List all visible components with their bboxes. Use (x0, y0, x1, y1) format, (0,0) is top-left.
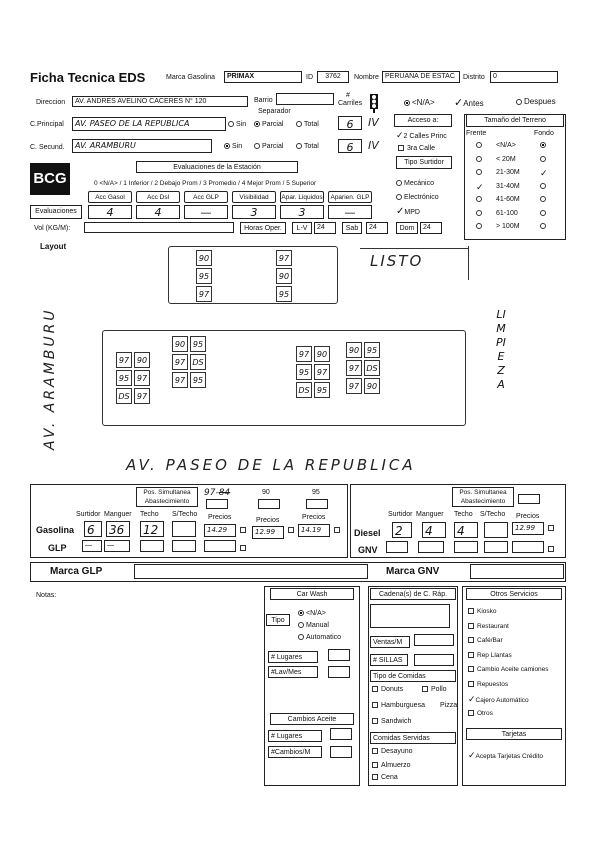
surtidor-electronico[interactable]: Electrónico (396, 194, 439, 201)
carwash-lav-field[interactable] (328, 666, 350, 678)
cadena-pizza[interactable]: Pizza (440, 702, 458, 709)
carriles-hash: # (346, 92, 350, 99)
gas-precios-label-3: Precios (302, 514, 326, 521)
terreno-frente-radio[interactable] (476, 142, 484, 149)
diesel-techo-label: Techo (454, 511, 473, 518)
otros-item-2[interactable]: Café/Bar (468, 637, 503, 644)
terreno-option-label: > 100M (496, 223, 520, 230)
principal-sep-parcial[interactable]: Parcial (254, 121, 283, 128)
diesel-precio-field[interactable]: 12.99 (512, 522, 544, 535)
separador-label: Separador (258, 108, 291, 115)
sketch-island2-cell: 97 (172, 354, 188, 370)
diesel-surtidor-label: Surtidor (388, 511, 413, 518)
sketch-top-left-cell: 95 (196, 268, 212, 284)
eval-value-5[interactable]: — (328, 205, 372, 219)
acceso-3racalle[interactable]: 3ra Calle (398, 145, 435, 152)
otros-item-4[interactable]: Cambio Aceite camiones (468, 666, 549, 673)
terreno-frente-radio[interactable] (476, 156, 484, 163)
cambios-lugares-field[interactable] (330, 728, 352, 740)
terreno-frente-label: Frente (466, 130, 487, 137)
principal-field[interactable]: AV. PASEO DE LA REPUBLICA (72, 117, 226, 131)
sab-label: Sab (342, 222, 362, 234)
otros-item-0[interactable]: Kiosko (468, 608, 497, 615)
sketch-island3-cell: 90 (314, 346, 330, 362)
diesel-manguer-label: Manguer (416, 511, 444, 518)
dom-label: Dom (396, 222, 418, 234)
gas-precio-90-check[interactable] (288, 527, 297, 534)
marca-field[interactable]: PRIMAX (224, 71, 302, 83)
volumen-label: Vol (KG/M): (34, 225, 71, 232)
sketch-island2-cell: 90 (172, 336, 188, 352)
marca-glp-label: Marca GLP (50, 566, 103, 577)
carriles-label: Carriles (338, 100, 363, 107)
gas-surtidor-field[interactable]: 6 (84, 521, 102, 537)
gas-techo-label: Techo (140, 511, 159, 518)
gas-precios-label-2: Precios (256, 517, 280, 524)
carwash-na[interactable]: <N/A> (298, 610, 326, 617)
gnv-precio-check[interactable] (548, 546, 557, 553)
terreno-option-label: 61-100 (496, 209, 518, 217)
distrito-field[interactable]: 0 (490, 71, 558, 83)
carriles-secund-field[interactable]: 6 (338, 139, 362, 153)
sketch-island4-cell: 90 (346, 342, 362, 358)
direccion-field[interactable]: AV. ANDRES AVELINO CACERES N° 120 (72, 96, 248, 107)
gas-precio-95-check[interactable] (334, 527, 343, 534)
carwash-tipo-label: Tipo (266, 614, 290, 626)
sketch-street-bottom: AV. PASEO DE LA REPUBLICA (126, 456, 416, 474)
sketch-island3-cell: 97 (296, 346, 312, 362)
cadena-hamburguesa[interactable]: Hamburguesa (372, 702, 425, 709)
surtidor-title: Tipo Surtidor (396, 156, 452, 169)
glp-label: GLP (48, 543, 67, 553)
sketch-island2-cell: DS (190, 354, 206, 370)
gas-surtidor-label: Surtidor (76, 511, 101, 518)
gnv-surtidor-field[interactable] (386, 541, 408, 553)
terreno-fondo-radio[interactable] (540, 142, 548, 149)
gasolina-label: Gasolina (36, 525, 75, 535)
eval-value-4[interactable]: 3 (280, 205, 324, 219)
cambios-lugares-label: # Lugares (268, 730, 322, 742)
bcg-logo: BCG (30, 163, 70, 195)
sketch-island3-cell: 97 (314, 364, 330, 380)
diesel-pos-label: Pos. Simultanea Abastecimiento (452, 487, 514, 507)
terreno-frente-radio[interactable] (476, 196, 484, 203)
gas-grade-95: 95 (312, 489, 320, 496)
sketch-top-right-cell: 95 (276, 286, 292, 302)
diesel-pos-field[interactable] (518, 494, 540, 504)
lv-field[interactable]: 24 (314, 222, 336, 234)
otros-item-7[interactable]: Otros (468, 710, 493, 717)
sketch-top-box (168, 246, 338, 304)
gnv-manguer-field[interactable] (418, 541, 444, 553)
terreno-fondo-label: Fondo (534, 130, 554, 137)
sketch-island1-cell: 90 (134, 352, 150, 368)
sketch-street-left: AV. ARAMBURU (42, 307, 58, 450)
gnv-precio-field[interactable] (512, 541, 544, 553)
sketch-island3-cell: 95 (296, 364, 312, 380)
otros-item-6[interactable]: ✓Cajero Automático (468, 695, 529, 705)
sketch-top-right-cell: 97 (276, 250, 292, 266)
cadena-title: Cadena(s) de C. Ráp. (370, 588, 456, 600)
terreno-option-label: 41-60M (496, 196, 520, 203)
terreno-option-label: < 20M (496, 155, 516, 163)
carwash-manual[interactable]: Manual (298, 622, 329, 629)
terreno-frente-radio[interactable]: ✓ (476, 182, 484, 193)
diesel-stecho-label: S/Techo (480, 511, 506, 518)
carriles-principal-mark: IV (368, 116, 379, 129)
otros-item-3[interactable]: Rep Llantas (468, 652, 512, 659)
nombre-label: Nombre (354, 74, 379, 81)
eval-category-3: Visibilidad (232, 191, 276, 203)
eval-value-1[interactable]: 4 (136, 205, 180, 219)
carwash-automatico[interactable]: Automatico (298, 634, 341, 641)
gas-grade-90: 90 (262, 489, 270, 496)
glp-stecho-field[interactable] (172, 540, 196, 552)
eval-row-label: Evaluaciones (30, 205, 82, 219)
secund-field[interactable]: AV. ARAMBURU (72, 139, 212, 153)
sketch-divider (468, 246, 469, 280)
marca-label: Marca Gasolina (166, 74, 216, 81)
cambios-title: Cambios Aceite (270, 713, 354, 725)
sketch-island4-cell: 97 (346, 378, 362, 394)
cadena-sandwich[interactable]: Sandwich (372, 718, 411, 725)
cambios-cambios-field[interactable] (330, 746, 352, 758)
gnv-label: GNV (358, 545, 378, 555)
sketch-island2-cell: 95 (190, 336, 206, 352)
gas-pos-95[interactable] (306, 499, 328, 509)
cadena-field[interactable] (370, 604, 450, 628)
gas-precios-label-1: Precios (208, 514, 232, 521)
timing-despues-radio[interactable]: Despues (516, 97, 556, 106)
terreno-frente-radio[interactable] (476, 169, 484, 176)
sketch-street-right: LIMPIEZA (496, 308, 506, 391)
diesel-label: Diesel (354, 528, 381, 538)
direccion-label: Direccion (36, 99, 66, 106)
sketch-island2-cell: 95 (190, 372, 206, 388)
carwash-lugares-field[interactable] (328, 649, 350, 661)
sketch-listo: LISTO (370, 252, 424, 270)
sketch-island3-cell: 95 (314, 382, 330, 398)
notas-label: Notas: (36, 592, 57, 599)
eval-category-0: Acc Gasol (88, 191, 132, 203)
glp-precio-check[interactable] (240, 545, 249, 552)
sketch-top-line (360, 248, 468, 249)
glp-precio-field[interactable] (204, 540, 236, 552)
sketch-island1-cell: 97 (134, 388, 150, 404)
gas-manguer-label: Manguer (104, 511, 132, 518)
terreno-fondo-radio[interactable]: ✓ (540, 169, 548, 179)
cadena-comidas-servidas: Comidas Servidas (370, 732, 456, 744)
principal-sep-total[interactable]: Total (296, 121, 319, 128)
principal-label: C.Principal (30, 121, 64, 128)
diesel-precios-label: Precios (516, 513, 540, 520)
diesel-techo-field[interactable]: 4 (454, 522, 478, 538)
gas-techo-field[interactable]: 12 (140, 521, 164, 537)
eval-value-3[interactable]: 3 (232, 205, 276, 219)
sab-field[interactable]: 24 (366, 222, 388, 234)
carwash-lugares-label: # Lugares (268, 651, 318, 663)
acceso-title: Acceso a: (394, 114, 452, 127)
terreno-option-label: 21-30M (496, 169, 520, 176)
timing-antes-radio[interactable]: ✓Antes (454, 96, 484, 109)
secund-sep-parcial[interactable]: Parcial (254, 143, 283, 150)
sketch-top-left-cell: 97 (196, 286, 212, 302)
eval-title: Evaluaciones de la Estación (136, 161, 298, 173)
eval-scale: 0 <N/A> / 1 Inferior / 2 Debajo Prom / 3 Promedio / 4 Mejor Prom / 5 Superior (94, 180, 317, 187)
gas-precio-97-field[interactable]: 14.29 (204, 524, 236, 537)
marca-gnv-field[interactable] (470, 564, 564, 579)
cadena-tipo-comidas: Tipo de Comidas (370, 670, 456, 682)
sketch-main-box (102, 330, 466, 426)
page-title: Ficha Tecnica EDS (30, 70, 146, 85)
principal-sep-sin[interactable]: Sin (228, 121, 246, 128)
otros-item-1[interactable]: Restaurant (468, 623, 509, 630)
terreno-fondo-radio[interactable] (540, 223, 548, 230)
carriles-principal-field[interactable]: 6 (338, 116, 362, 130)
cadena-cena[interactable]: Cena (372, 774, 398, 781)
cambios-cambios-label: #Cambios/M (268, 746, 322, 758)
volumen-field[interactable] (84, 222, 234, 233)
diesel-surtidor-field[interactable]: 2 (392, 522, 412, 538)
eval-category-4: Apar. Liquidos (280, 191, 324, 203)
id-label: ID (306, 74, 313, 81)
lv-label: L-V (292, 222, 312, 234)
nombre-field[interactable]: PERUANA DE ESTAC (382, 71, 460, 83)
cadena-ventas-label: Ventas/M (370, 636, 410, 648)
horas-label: Horas Oper. (240, 222, 286, 234)
eval-value-2[interactable]: — (184, 205, 228, 219)
marca-glp-field[interactable] (134, 564, 368, 579)
cadena-ventas-field[interactable] (414, 634, 454, 646)
sketch-island1-cell: 97 (134, 370, 150, 386)
surtidor-mpd[interactable]: ✓MPD (396, 206, 420, 217)
gas-stecho-field[interactable] (172, 521, 196, 537)
terreno-fondo-radio[interactable] (540, 183, 548, 190)
sketch-island3-cell: DS (296, 382, 312, 398)
sketch-island4-cell: 97 (346, 360, 362, 376)
traffic-light-icon (368, 93, 380, 113)
gas-grade-97-84: 97-84 (204, 488, 231, 498)
otros-title: Otros Servicios (466, 588, 562, 600)
cadena-donuts[interactable]: Donuts (372, 686, 403, 693)
terreno-fondo-radio[interactable] (540, 156, 548, 163)
carwash-lav-label: #Lav/Mes (268, 666, 318, 678)
tarjetas-title: Tarjetas (466, 728, 562, 740)
marca-gnv-label: Marca GNV (386, 566, 440, 577)
carwash-title: Car Wash (270, 588, 354, 600)
sketch-island4-cell: 90 (364, 378, 380, 394)
terreno-fondo-radio[interactable] (540, 210, 548, 217)
cadena-sillas-label: # SILLAS (370, 654, 408, 666)
sketch-island4-cell: 95 (364, 342, 380, 358)
gas-precio-97-check[interactable] (240, 527, 249, 534)
layout-label: Layout (40, 242, 67, 251)
distrito-label: Distrito (463, 74, 485, 81)
sketch-island2-cell: 97 (172, 372, 188, 388)
terreno-frente-radio[interactable] (476, 223, 484, 230)
gnv-techo-field[interactable] (454, 541, 478, 553)
gas-stecho-label: S/Techo (172, 511, 198, 518)
gas-manguer-field[interactable]: 36 (106, 521, 130, 537)
barrio-field[interactable] (276, 93, 334, 105)
gas-pos-label: Pos. Simultanea Abastecimiento (136, 487, 198, 507)
carriles-secund-mark: IV (368, 139, 379, 152)
cadena-almuerzo[interactable]: Almuerzo (372, 762, 411, 769)
gas-pos-90[interactable] (258, 499, 280, 509)
gas-precio-90-field[interactable]: 12.99 (252, 526, 284, 539)
cadena-pollo[interactable]: Pollo (422, 686, 447, 693)
secund-label: C. Secund. (30, 144, 65, 151)
terreno-option-label: 31-40M (496, 182, 520, 190)
cadena-desayuno[interactable]: Desayuno (372, 748, 413, 755)
diesel-manguer-field[interactable]: 4 (422, 522, 446, 538)
sketch-island1-cell: DS (116, 388, 132, 404)
eval-category-5: Aparien. GLP (328, 191, 372, 203)
secund-sep-sin[interactable]: Sin (224, 143, 242, 150)
sketch-island1-cell: 97 (116, 352, 132, 368)
barrio-label: Barrio (254, 97, 273, 104)
sketch-top-right-cell: 90 (276, 268, 292, 284)
sketch-island4-cell: DS (364, 360, 380, 376)
gas-pos-97[interactable] (206, 499, 228, 509)
id-field[interactable]: 3762 (317, 71, 349, 83)
tarjetas-credito[interactable]: ✓Acepta Tarjetas Crédito (468, 751, 543, 761)
surtidor-mecanico[interactable]: Mecánico (396, 180, 434, 187)
eval-value-0[interactable]: 4 (88, 205, 132, 219)
sketch-island1-cell: 95 (116, 370, 132, 386)
timing-na-radio[interactable]: <N/A> (404, 98, 435, 107)
terreno-frente-radio[interactable] (476, 210, 484, 217)
terreno-title: Tamaño del Terreno (466, 114, 564, 127)
dom-field[interactable]: 24 (420, 222, 442, 234)
diesel-precio-check[interactable] (548, 525, 557, 532)
gas-precio-95-field[interactable]: 14.19 (298, 524, 330, 537)
acceso-2calles[interactable]: ✓2 Calles Princ (396, 131, 447, 141)
terreno-fondo-radio[interactable] (540, 196, 548, 203)
glp-techo-field[interactable] (140, 540, 164, 552)
gnv-stecho-field[interactable] (484, 541, 508, 553)
glp-manguer-field[interactable]: — (104, 540, 130, 552)
diesel-stecho-field[interactable] (484, 522, 508, 538)
terreno-option-label: <N/A> (496, 142, 516, 149)
eval-category-1: Acc Dsl (136, 191, 180, 203)
sketch-top-left-cell: 90 (196, 250, 212, 266)
eval-category-2: Acc GLP (184, 191, 228, 203)
cadena-sillas-field[interactable] (414, 654, 454, 666)
otros-item-5[interactable]: Repuestos (468, 681, 508, 688)
glp-surtidor-field[interactable]: — (82, 540, 102, 552)
secund-sep-total[interactable]: Total (296, 143, 319, 150)
